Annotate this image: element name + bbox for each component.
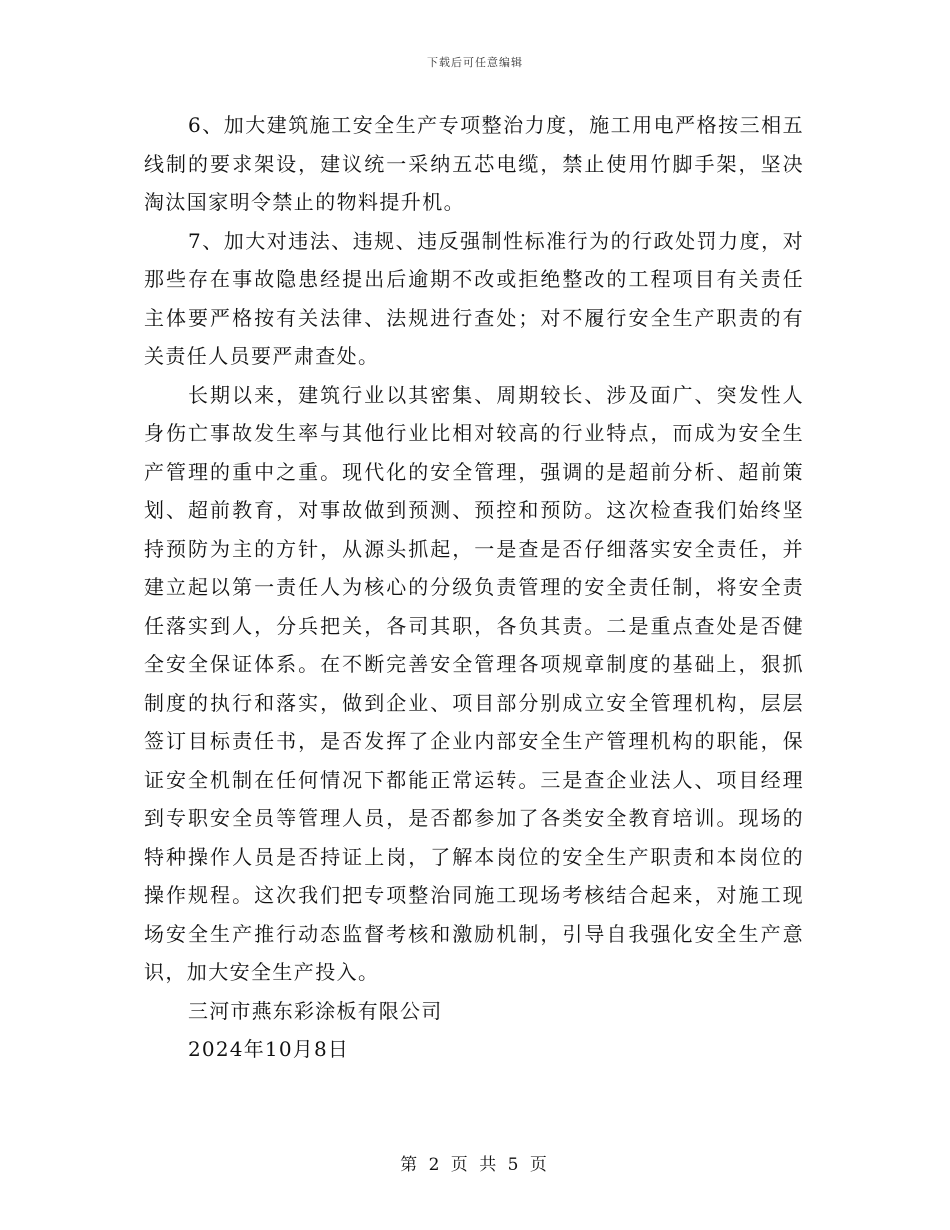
signature-company: 三河市燕东彩涂板有限公司	[188, 998, 443, 1023]
document-body	[144, 106, 804, 1069]
paragraph-item-7: 7、加大对违法、违规、违反强制性标准行为的行政处罚力度，对那些存在事故隐患经提出后逾期不改或拒绝整改的工程项目有关责任主体要严格按有关法律、法规进行查处；对不履行安全生产职责的有关责任人员要严肃查处。	[144, 228, 804, 368]
page-header-note: 下载后可任意编辑	[427, 56, 523, 69]
signature-date: 2024年10月8日	[188, 1037, 350, 1061]
paragraph-summary: 长期以来，建筑行业以其密集、周期较长、涉及面广、突发性人身伤亡事故发生率与其他行业比相对较高的行业特点，而成为安全生产管理的重中之重。现代化的安全管理，强调的是超前分析、超前策划、超前教育，对事故做到预测、预控和预防。这次检查我们始终坚持预防为主的方针，从源头抓起，一是查是否仔细落实安全责任，并建立起以第一责任人为核心的分级负责管理的安全责任制，将安全责任落实到人，分兵把关，各司其职，各负其责。二是重点查处是否健全安全保证体系。在不断完善安全管理各项规章制度的基础上，狠抓制度的执行和落实，做到企业、项目部分别成立安全管理机构，层层签订目标责任书，是否发挥了企业内部安全生产管理机构的职能，保证安全机制在任何情况下都能正常运转。三是查企业法人、项目经理到专职安全员等管理人员，是否都参加了各类安全教育培训。现场的特种操作人员是否持证上岗，了解本岗位的安全生产职责和本岗位的操作规程。这次我们把专项整治同施工现场考核结合起来，对施工现场安全生产推行动态监督考核和激励机制，引导自我强化安全生产意识，加大安全生产投入。	[144, 382, 804, 984]
page-number-footer: 第 2 页 共 5 页	[400, 1155, 550, 1175]
paragraph-item-6: 6、加大建筑施工安全生产专项整治力度，施工用电严格按三相五线制的要求架设，建议统一采纳五芯电缆，禁止使用竹脚手架，坚决淘汰国家明令禁止的物料提升机。	[144, 113, 804, 214]
